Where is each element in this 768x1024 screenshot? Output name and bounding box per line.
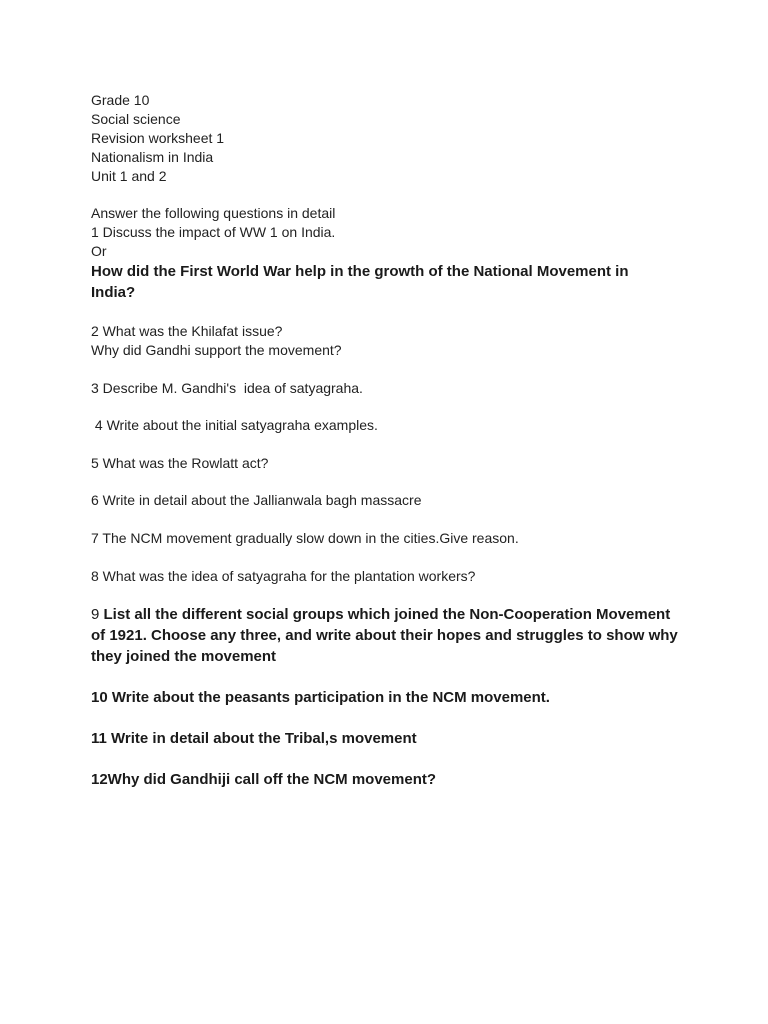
units-label: Unit 1 and 2 xyxy=(91,168,167,184)
question-8-block xyxy=(91,567,691,586)
question-9-text: List all the different social groups which joined the Non-Cooperation Movement of 1921. Choose any three, and write about their hopes and struggles to show why they joined the movement xyxy=(91,606,678,665)
grade-label: Grade 10 xyxy=(91,92,150,108)
question-7-block xyxy=(91,529,691,548)
question-4-block xyxy=(91,416,691,435)
question-9-number: 9 xyxy=(91,606,104,623)
question-2a: 2 What was the Khilafat issue? xyxy=(91,323,283,339)
subject-label: Social science xyxy=(91,111,181,127)
question-3-block xyxy=(91,379,691,398)
instructions-text: Answer the following questions in detail xyxy=(91,205,336,221)
question-12-block xyxy=(91,769,691,790)
topic-label: Nationalism in India xyxy=(91,149,214,165)
question-6-block xyxy=(91,491,691,510)
question-2-block xyxy=(91,322,691,360)
question-4: 4 Write about the initial satyagraha examples. xyxy=(91,417,378,433)
question-3: 3 Describe M. Gandhi's idea of satyagraha. xyxy=(91,380,363,396)
question-7: 7 The NCM movement gradually slow down in the cities.Give reason. xyxy=(91,530,519,546)
question-12: 12Why did Gandhiji call off the NCM movement? xyxy=(91,771,437,788)
question-10: 10 Write about the peasants participation in the NCM movement. xyxy=(91,689,550,706)
question-8: 8 What was the idea of satyagraha for the plantation workers? xyxy=(91,568,476,584)
worksheet-title: Revision worksheet 1 xyxy=(91,130,225,146)
question-11: 11 Write in detail about the Tribal,s movement xyxy=(91,730,417,747)
worksheet-header xyxy=(91,91,691,186)
question-1-block xyxy=(91,204,691,261)
question-2b: Why did Gandhi support the movement? xyxy=(91,342,342,358)
question-5: 5 What was the Rowlatt act? xyxy=(91,455,269,471)
question-1-alternative xyxy=(91,261,651,303)
question-11-block xyxy=(91,728,691,749)
question-1-alt-text: How did the First World War help in the growth of the National Movement in India? xyxy=(91,263,629,301)
question-9-paragraph xyxy=(91,604,681,667)
question-5-block xyxy=(91,454,691,473)
question-1-or: Or xyxy=(91,243,107,259)
question-6: 6 Write in detail about the Jallianwala bagh massacre xyxy=(91,492,422,508)
question-10-block xyxy=(91,687,691,708)
question-9-block xyxy=(91,604,681,667)
question-1: 1 Discuss the impact of WW 1 on India. xyxy=(91,224,336,240)
